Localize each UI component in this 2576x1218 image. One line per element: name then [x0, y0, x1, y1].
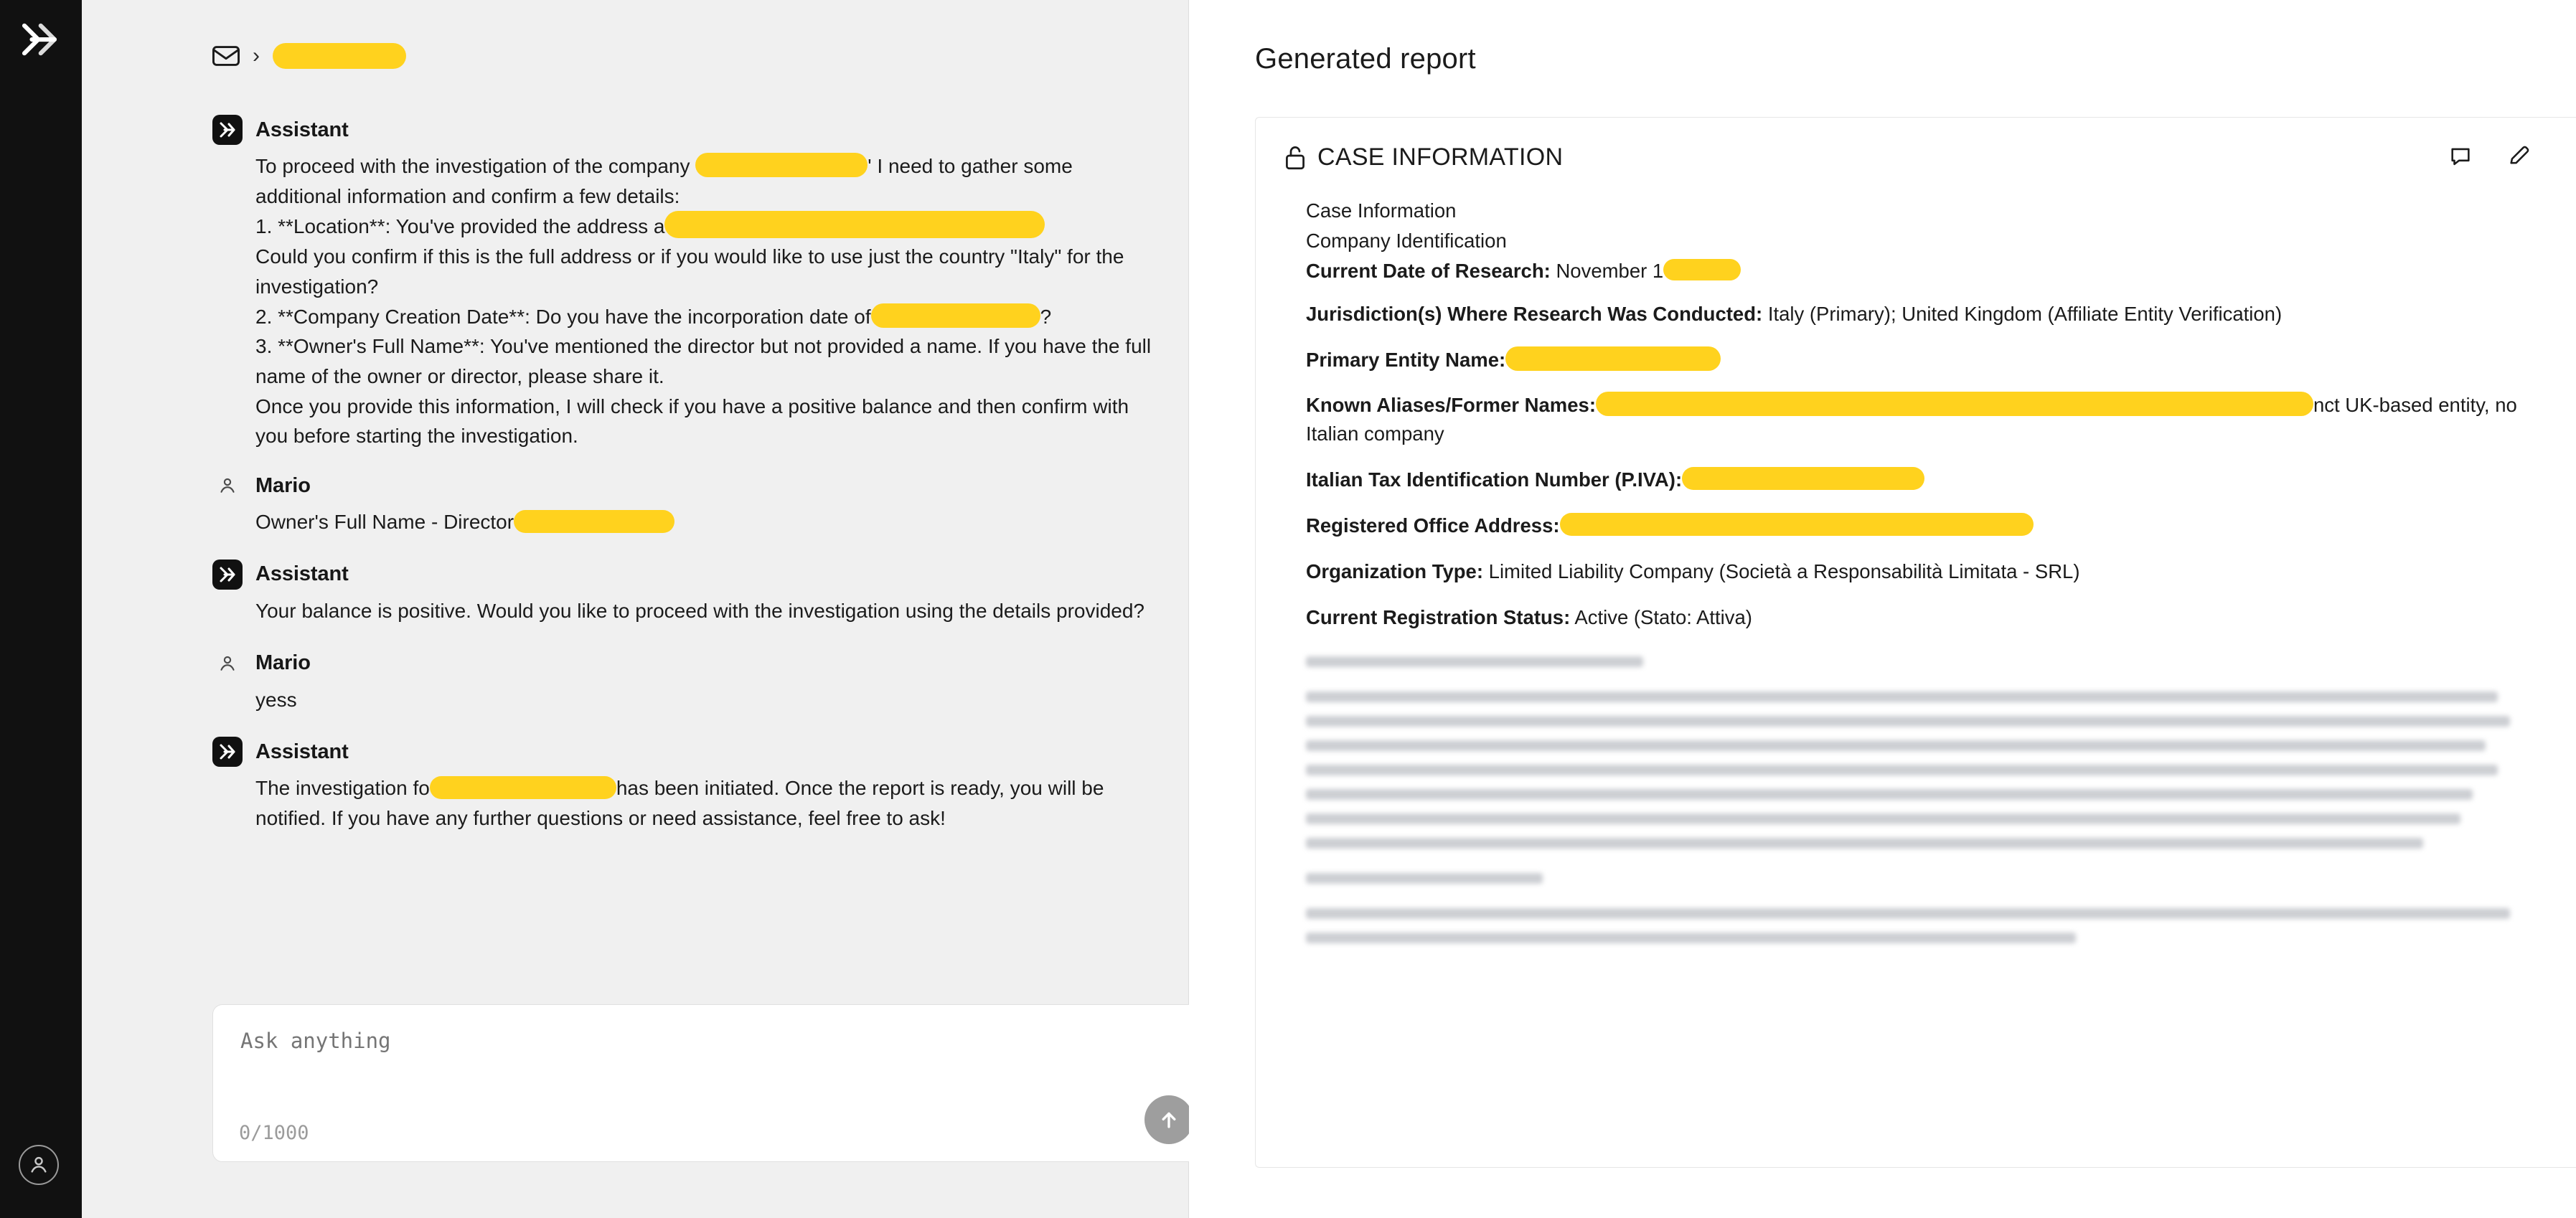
message-line: Once you provide this information, I will check if you have a positive balance and then confirm with you before starting the investigation.	[255, 395, 1129, 448]
message-body	[255, 151, 1152, 451]
assistant-avatar-icon	[212, 560, 243, 590]
message-body	[255, 596, 1152, 626]
text-fragment: ?	[1040, 305, 1052, 328]
breadcrumb-separator: ›	[253, 44, 260, 67]
assistant-avatar-icon	[212, 737, 243, 767]
text-fragment: Owner's Full Name - Director	[255, 511, 514, 534]
message-author: Mario	[255, 651, 311, 675]
field-label: Primary Entity Name	[1306, 348, 1499, 371]
brand-logo-icon[interactable]	[13, 13, 66, 66]
card-body	[1256, 197, 2576, 943]
organization-type-field	[1306, 557, 2547, 586]
chat-message-user-1	[212, 467, 1152, 537]
chat-message-assistant-2	[212, 556, 1152, 626]
field-value-tail: nct UK-based entity, no	[2313, 394, 2517, 417]
text-fragment: 2. **Company Creation Date**: Do you have the incorporation date of	[255, 305, 871, 328]
blurred-line	[1306, 740, 2486, 751]
message-line: yess	[255, 688, 297, 711]
redacted-director-name	[514, 510, 674, 533]
comment-icon[interactable]	[2448, 143, 2473, 171]
message-author: Assistant	[255, 118, 349, 141]
case-information-line: Case Information	[1306, 199, 1457, 222]
user-avatar-icon	[212, 648, 243, 679]
piva-field	[1306, 466, 2547, 494]
field-value-second-line: Italian company	[1306, 422, 1444, 445]
breadcrumb	[212, 36, 406, 76]
message-line: Your balance is positive. Would you like to proceed with the investigation using the details provided?	[255, 599, 1144, 622]
message-body	[255, 773, 1152, 833]
message-composer[interactable]	[212, 1004, 1217, 1162]
chat-message-list[interactable]	[212, 111, 1210, 975]
field-label-colon: :	[1589, 394, 1596, 417]
message-header	[212, 111, 1152, 148]
blurred-report-content	[1306, 656, 2547, 943]
redacted-company-name-3	[430, 776, 616, 799]
message-line	[255, 507, 1152, 537]
field-label: Jurisdiction(s) Where Research Was Conducted:	[1306, 302, 1763, 325]
blurred-line	[1306, 691, 2498, 702]
card-title: CASE INFORMATION	[1317, 143, 1564, 171]
character-counter: 0/1000	[239, 1122, 309, 1144]
redacted-address	[664, 211, 1045, 238]
message-line: Could you confirm if this is the full address or if you would like to use just the country "Italy" for the investigation?	[255, 245, 1124, 298]
redacted-company-name	[695, 153, 868, 177]
blurred-line	[1306, 813, 2460, 824]
message-body	[255, 507, 1152, 537]
chat-input[interactable]	[239, 1028, 1100, 1054]
breadcrumb-conversation-redacted[interactable]	[273, 43, 406, 69]
field-value: Limited Liability Company (Società a Responsabilità Limitata - SRL)	[1488, 560, 2080, 582]
redacted-aliases	[1596, 392, 2313, 416]
user-avatar-icon	[212, 471, 243, 501]
field-label-colon: :	[1553, 514, 1560, 537]
redacted-registered-office	[1560, 513, 2034, 536]
blurred-line	[1306, 656, 1643, 667]
field-label: Registered Office Address	[1306, 514, 1553, 537]
blurred-line	[1306, 873, 1543, 884]
message-line	[255, 773, 1152, 833]
field-value: Italy (Primary); United Kingdom (Affiliate Entity Verification)	[1767, 302, 2283, 325]
user-avatar-icon[interactable]	[19, 1145, 59, 1185]
field-label: Known Aliases/Former Names	[1306, 394, 1589, 417]
chat-panel	[82, 0, 1189, 1218]
redacted-company-name-2	[871, 303, 1040, 328]
text-fragment: 1. **Location**: You've provided the address a	[255, 215, 665, 238]
text-fragment: The investigation fo	[255, 777, 430, 800]
jurisdiction-field	[1306, 300, 2547, 329]
field-label-colon: :	[1499, 348, 1506, 371]
pencil-edit-icon[interactable]	[2507, 143, 2532, 171]
message-author: Assistant	[255, 740, 349, 763]
field-label: Current Registration Status:	[1306, 605, 1571, 628]
message-header	[212, 645, 1152, 682]
field-label: Current Date of Research:	[1306, 259, 1551, 282]
redacted-entity-name	[1505, 346, 1721, 371]
known-aliases-field	[1306, 391, 2547, 448]
blurred-line	[1306, 933, 2076, 943]
send-button[interactable]	[1144, 1095, 1193, 1144]
inbox-icon[interactable]	[212, 45, 240, 67]
redacted-piva	[1682, 467, 1924, 490]
report-panel	[1189, 0, 2576, 1218]
left-rail	[0, 0, 82, 1218]
card-header	[1256, 118, 2576, 197]
assistant-avatar-icon	[212, 115, 243, 145]
message-header	[212, 556, 1152, 593]
field-value: November 1	[1556, 259, 1664, 282]
blurred-line	[1306, 789, 2473, 800]
message-line: 3. **Owner's Full Name**: You've mentioned the director but not provided a name. If you have the full name of the owner or director, please share it.	[255, 335, 1152, 388]
text-fragment: ' I need to gather some additional information and confirm a few details:	[255, 155, 1073, 207]
current-date-of-research	[1306, 257, 2547, 285]
message-line	[255, 211, 1152, 242]
field-label: Organization Type:	[1306, 560, 1484, 582]
chat-message-assistant-1	[212, 111, 1152, 451]
company-identification-line: Company Identification	[1306, 229, 1507, 252]
registered-office-field	[1306, 511, 2547, 540]
blurred-line	[1306, 838, 2423, 849]
card-actions	[2448, 143, 2532, 171]
message-header	[212, 467, 1152, 504]
redacted-date	[1663, 259, 1741, 280]
message-line	[255, 302, 1152, 332]
message-header	[212, 733, 1152, 770]
field-value: Active (Stato: Attiva)	[1574, 605, 1752, 628]
registration-status-field	[1306, 603, 2547, 632]
case-information-card	[1255, 117, 2576, 1168]
message-line	[255, 151, 1152, 211]
blurred-line	[1306, 908, 2510, 919]
field-label: Italian Tax Identification Number (P.IVA):	[1306, 468, 1683, 491]
primary-entity-name-field	[1306, 346, 2547, 374]
blurred-line	[1306, 716, 2510, 727]
message-body	[255, 685, 1152, 715]
text-fragment: To proceed with the investigation of the company	[255, 155, 696, 177]
message-author: Mario	[255, 473, 311, 497]
page-title: Generated report	[1255, 43, 1476, 75]
chat-message-assistant-3	[212, 733, 1152, 833]
chat-message-user-2	[212, 645, 1152, 715]
blurred-line	[1306, 765, 2498, 775]
message-author: Assistant	[255, 562, 349, 586]
text-fragment: has been initiated. Once the report is ready, you will be notified. If you have any further questions or need assistance, feel free to ask!	[255, 777, 1104, 830]
unlock-icon	[1284, 145, 1306, 169]
